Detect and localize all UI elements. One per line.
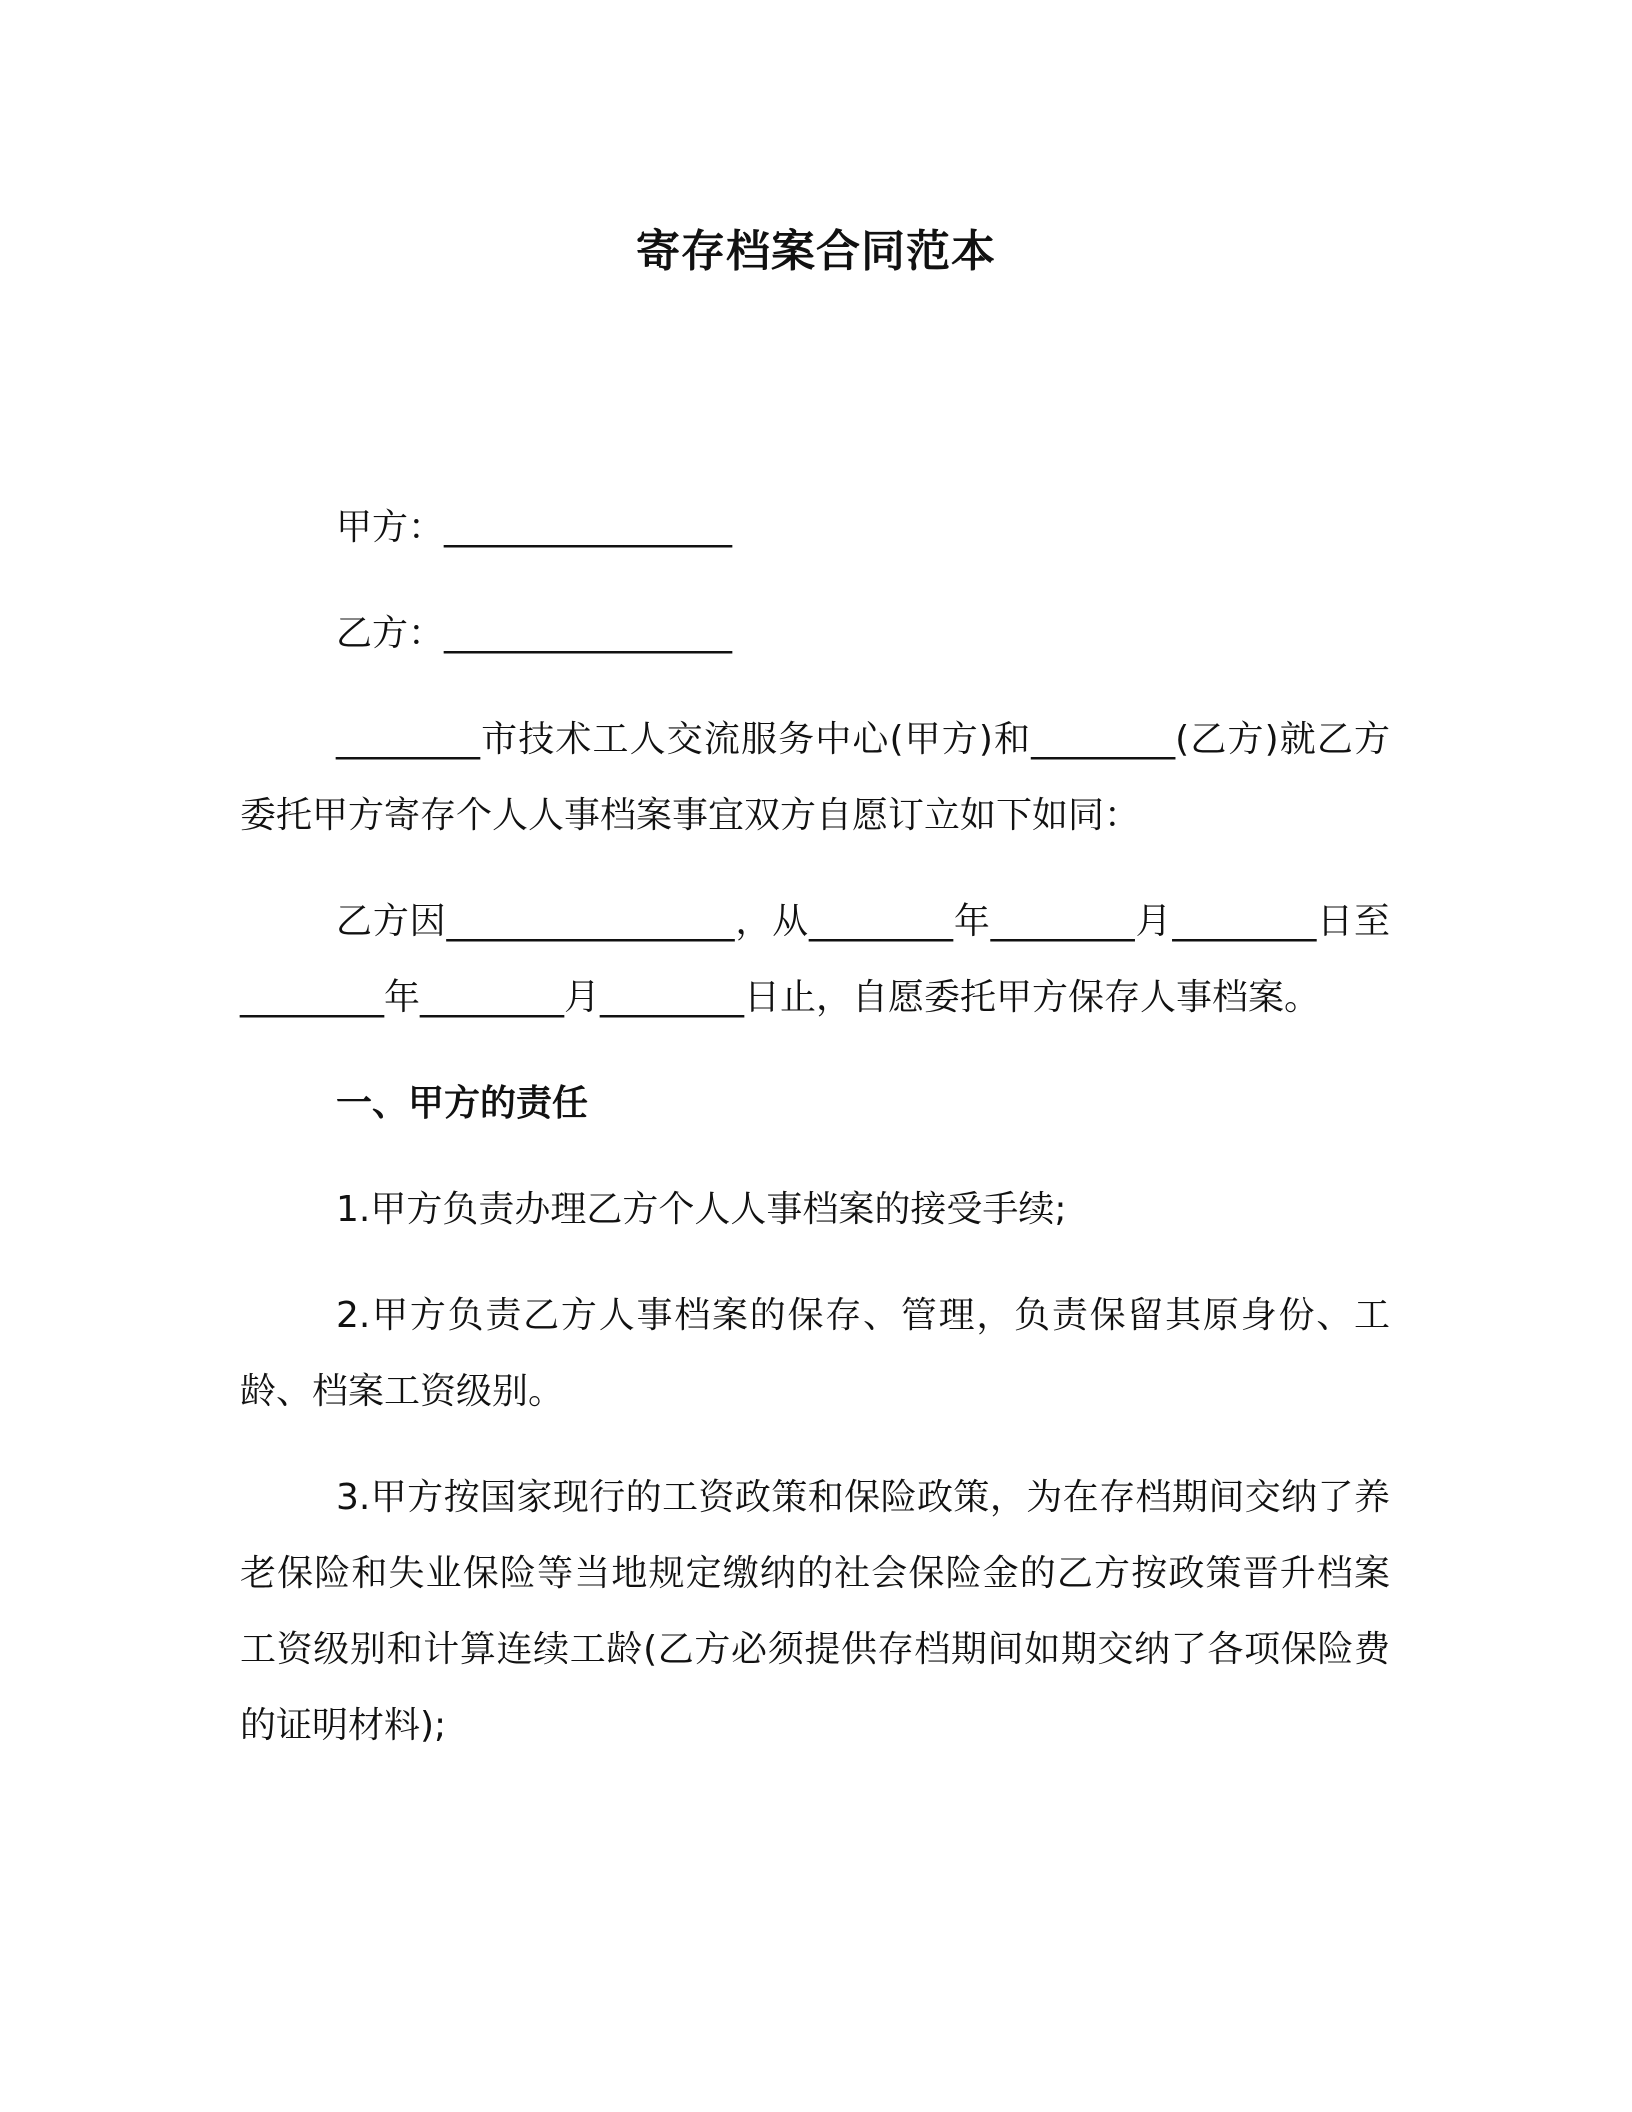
- intro-paragraph: ________市技术工人交流服务中心(甲方)和________(乙方)就乙方委托甲方寄存个人人事档案事宜双方自愿订立如下如同：: [240, 719, 1390, 836]
- clause-2: 2.甲方负责乙方人事档案的保存、管理，负责保留其原身份、工龄、档案工资级别。: [240, 1295, 1390, 1412]
- term-paragraph: 乙方因________________，从________年________月________日至________年________月________日止，自愿委托甲方保存人事档案。: [240, 901, 1390, 1018]
- party-a-line: 甲方：________________: [336, 507, 733, 548]
- section-heading-party-a-duties: 一、甲方的责任: [336, 1083, 589, 1124]
- clause-3: 3.甲方按国家现行的工资政策和保险政策，为在存档期间交纳了养老保险和失业保险等当地规定缴纳的社会保险金的乙方按政策晋升档案工资级别和计算连续工龄(乙方必须提供存档期间如期交纳了各项保险费的证明材料);: [240, 1477, 1390, 1746]
- clause-1: 1.甲方负责办理乙方个人人事档案的接受手续;: [336, 1189, 1067, 1230]
- document-title: 寄存档案合同范本: [636, 226, 996, 277]
- party-b-line: 乙方：________________: [336, 613, 733, 654]
- document-body: [240, 490, 1390, 1794]
